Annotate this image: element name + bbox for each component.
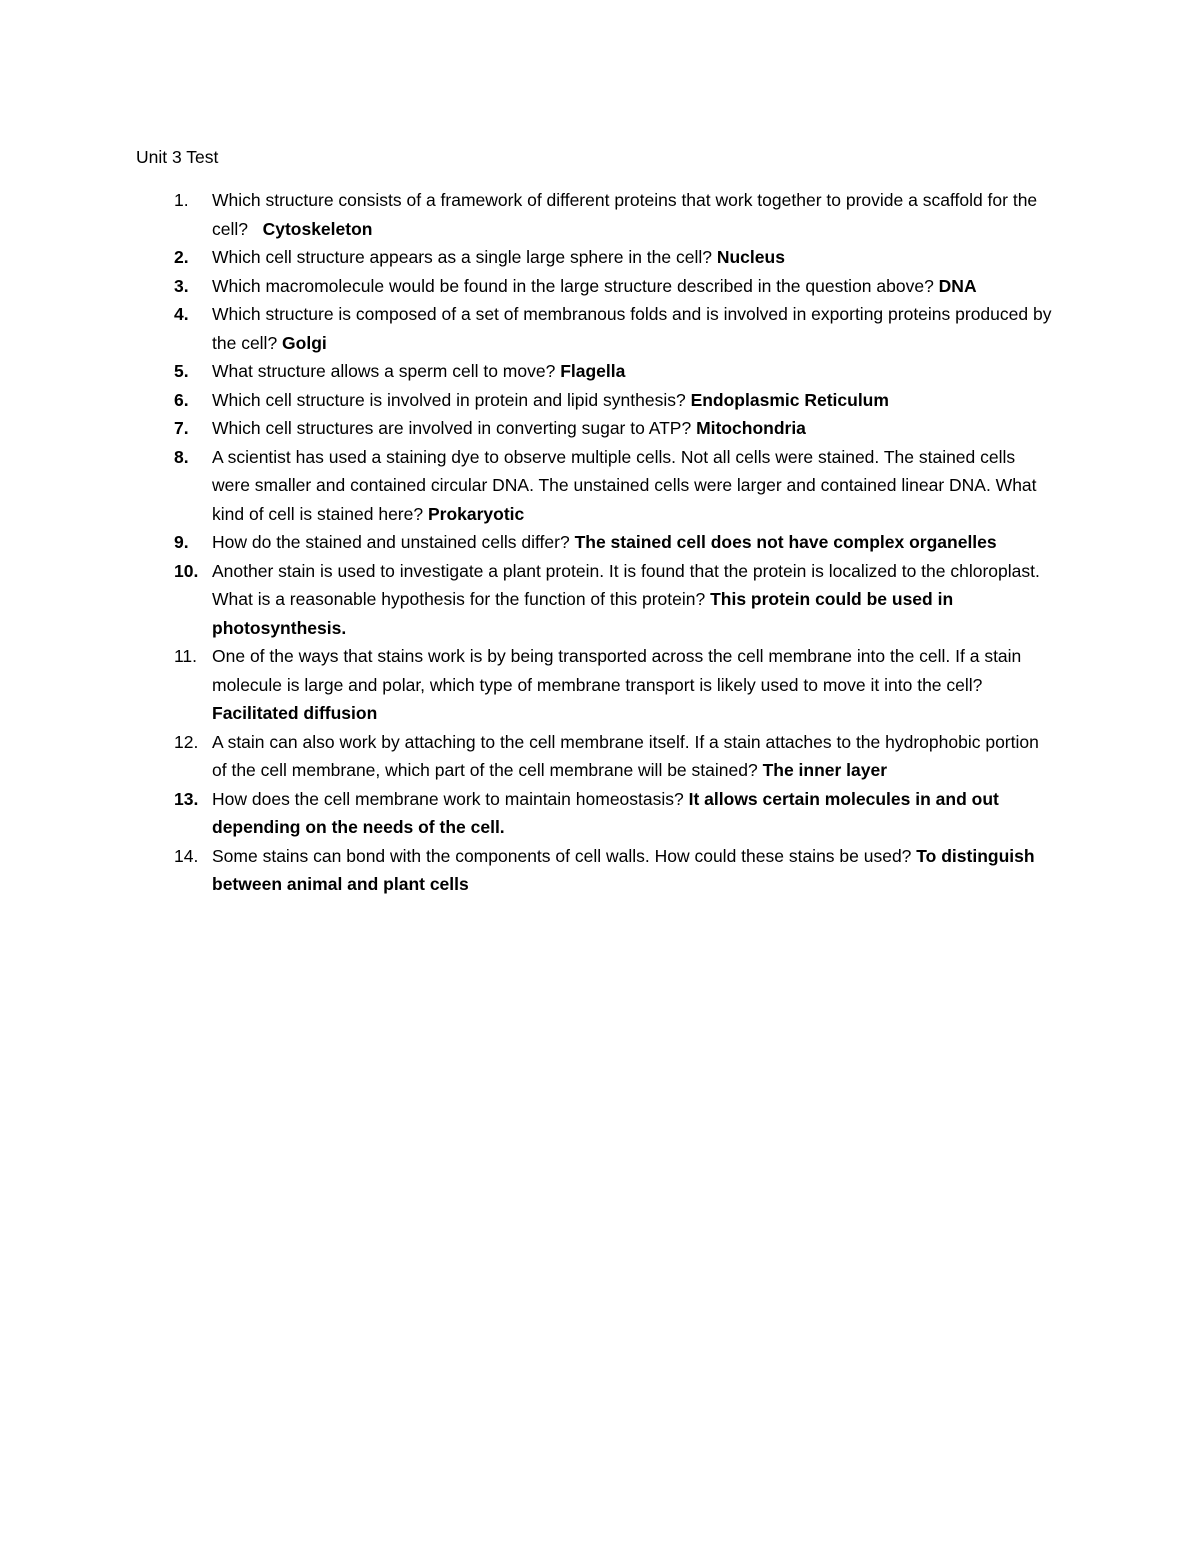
question-number: 8.: [174, 446, 189, 467]
question-text: Which cell structure is involved in protein and lipid synthesis?: [212, 389, 691, 410]
question-text: Which cell structures are involved in converting sugar to ATP?: [212, 418, 697, 438]
question-item: [136, 386, 1056, 415]
answer-text: It allows certain molecules in and out depending on the needs of the cell.: [212, 788, 999, 837]
question-number: 2.: [174, 247, 189, 267]
question-text: Which structure consists of a framework of different proteins that work together to provide a scaffold for the cell?: [212, 190, 1043, 239]
question-item: [136, 842, 1056, 899]
question-number: 12.: [174, 731, 199, 752]
question-number: 1.: [174, 190, 189, 210]
question-item: [136, 272, 1056, 301]
question-number: 9.: [174, 532, 189, 552]
question-text: A stain can also work by attaching to the cell membrane itself. If a stain attaches to the hydrophobic portion of the cell membrane, which part of the cell membrane will be stained?: [212, 731, 1044, 780]
question-text: A scientist has used a staining dye to observe multiple cells. Not all cells were stained. The stained cells were smaller and contained circular DNA. The unstained cells were larger and contained linear DNA. What kind of cell is stained here?: [212, 446, 1042, 524]
question-item: [136, 414, 1056, 443]
question-number: 5.: [174, 361, 189, 381]
question-text: Which cell structure appears as a single large sphere in the cell?: [212, 247, 717, 267]
question-item: [136, 243, 1056, 272]
answer-text: This protein could be used in photosynthesis.: [212, 589, 954, 638]
answer-text: Golgi: [282, 332, 327, 353]
question-item: [136, 785, 1056, 842]
question-text: Which structure is composed of a set of membranous folds and is involved in exporting proteins produced by the cell?: [212, 304, 1057, 353]
document-title: Unit 3 Test: [136, 147, 219, 167]
question-number: 4.: [174, 304, 189, 324]
question-item: [136, 642, 1056, 728]
question-item: [136, 728, 1056, 785]
question-number: 10.: [174, 560, 199, 581]
answer-text: The stained cell does not have complex organelles: [574, 532, 997, 552]
question-text: How does the cell membrane work to maintain homeostasis?: [212, 788, 689, 809]
question-list: [136, 186, 1056, 899]
question-number: 3.: [174, 275, 189, 296]
answer-text: Endoplasmic Reticulum: [690, 389, 889, 410]
question-text: Another stain is used to investigate a plant protein. It is found that the protein is localized to the chloroplast. What is a reasonable hypothesis for the function of this protein?: [212, 560, 1045, 609]
question-item: [136, 300, 1056, 357]
answer-text: Nucleus: [716, 247, 785, 267]
question-item: [136, 186, 1056, 243]
question-text: Some stains can bond with the components of cell walls. How could these stains be used?: [212, 845, 917, 866]
question-item: [136, 443, 1056, 529]
answer-text: Prokaryotic: [427, 503, 525, 524]
question-item: [136, 557, 1056, 643]
question-number: 11.: [174, 646, 198, 666]
answer-text: Cytoskeleton: [262, 218, 373, 239]
answer-text: To distinguish between animal and plant cells: [212, 845, 1035, 894]
answer-text: DNA: [938, 275, 977, 296]
answer-text: Facilitated diffusion: [212, 703, 378, 723]
question-item: [136, 528, 1056, 557]
question-text: One of the ways that stains work is by being transported across the cell membrane into the cell. If a stain molecule is large and polar, which type of membrane transport is likely used to move it into the cell?: [212, 646, 1027, 695]
question-number: 14.: [174, 845, 199, 866]
answer-text: The inner layer: [762, 760, 888, 780]
question-text: What structure allows a sperm cell to move?: [212, 361, 561, 381]
answer-text: Mitochondria: [696, 418, 806, 438]
question-number: 7.: [174, 418, 189, 438]
question-number: 6.: [174, 389, 189, 410]
question-text: How do the stained and unstained cells differ?: [212, 532, 575, 552]
question-item: [136, 357, 1056, 386]
question-text: Which macromolecule would be found in the large structure described in the question above?: [212, 275, 939, 296]
answer-text: Flagella: [560, 361, 626, 381]
question-number: 13.: [174, 788, 199, 809]
